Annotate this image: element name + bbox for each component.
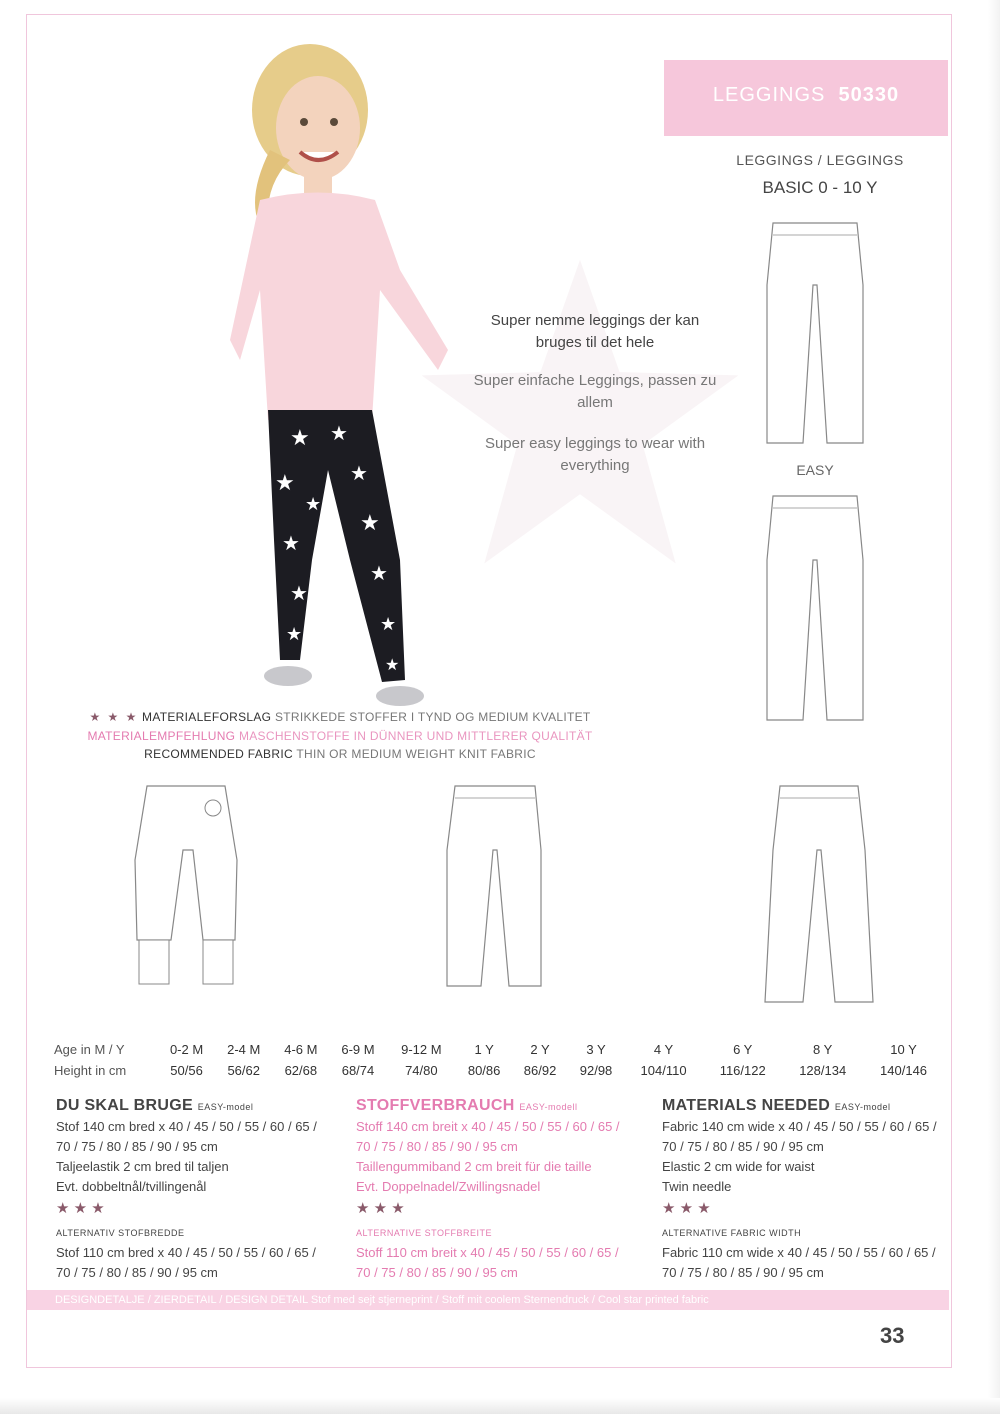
height-cell: 80/86 bbox=[467, 1063, 501, 1078]
svg-text:★: ★ bbox=[350, 463, 368, 485]
materials-en-line: 70 / 75 / 80 / 85 / 90 / 95 cm bbox=[662, 1139, 824, 1154]
age-cell: 1 Y bbox=[474, 1042, 494, 1057]
drawing-basic-leggings-2 bbox=[755, 490, 875, 730]
materials-de-stars: ★ ★ ★ bbox=[356, 1200, 405, 1217]
left-shoe bbox=[264, 666, 312, 686]
height-cell: 62/68 bbox=[284, 1063, 318, 1078]
drawing-harem-leggings bbox=[125, 780, 245, 990]
title-band bbox=[664, 60, 948, 136]
fabric-en bbox=[60, 747, 620, 761]
materials-de bbox=[356, 1096, 646, 1283]
height-cell: 140/146 bbox=[880, 1063, 928, 1078]
svg-text:★: ★ bbox=[305, 494, 322, 514]
page-edge-right bbox=[988, 0, 1000, 1414]
fabric-de-text: MASCHENSTOFFE IN DÜNNER UND MITTLERER QUALITÄT bbox=[238, 729, 593, 743]
height-cell: 74/80 bbox=[405, 1063, 438, 1078]
face bbox=[276, 76, 360, 180]
age-cell: 4-6 M bbox=[284, 1042, 318, 1057]
materials-da bbox=[56, 1096, 346, 1283]
height-cell: 68/74 bbox=[341, 1063, 375, 1078]
title-text bbox=[664, 84, 948, 107]
svg-text:★: ★ bbox=[360, 510, 380, 535]
height-row bbox=[54, 1060, 944, 1081]
age-cell: 2 Y bbox=[530, 1042, 550, 1057]
size-table bbox=[54, 1039, 944, 1081]
svg-text:★: ★ bbox=[275, 470, 295, 495]
svg-text:★: ★ bbox=[290, 583, 308, 605]
fabric-en-label: RECOMMENDED FABRIC bbox=[144, 747, 293, 761]
height-cell: 86/92 bbox=[523, 1063, 557, 1078]
page-number: 33 bbox=[880, 1323, 905, 1348]
height-cell: 56/62 bbox=[227, 1063, 260, 1078]
svg-text:★: ★ bbox=[282, 533, 300, 555]
materials-da-line: Taljeelastik 2 cm bred til taljen bbox=[56, 1159, 229, 1174]
background-star bbox=[410, 250, 750, 580]
materials-de-title: STOFFVERBRAUCH bbox=[356, 1097, 515, 1114]
materials-en bbox=[662, 1096, 952, 1283]
fabric-da-label: MATERIALEFORSLAG bbox=[142, 710, 272, 724]
materials-da-alt-line: 70 / 75 / 80 / 85 / 90 / 95 cm bbox=[56, 1265, 218, 1280]
height-cell: 128/134 bbox=[799, 1063, 847, 1078]
fabric-stars: ★ ★ ★ bbox=[89, 710, 139, 724]
slogan-de: Super einfache Leggings, passen zu allem bbox=[473, 372, 717, 411]
age-cell: 3 Y bbox=[586, 1042, 606, 1057]
svg-text:★: ★ bbox=[385, 657, 400, 674]
materials-en-sub: EASY-model bbox=[834, 1102, 891, 1112]
age-cell: 2-4 M bbox=[227, 1042, 261, 1057]
age-cell: 9-12 M bbox=[401, 1042, 442, 1057]
height-label: Height in cm bbox=[54, 1063, 127, 1078]
materials-de-alt-line: 70 / 75 / 80 / 85 / 90 / 95 cm bbox=[356, 1265, 518, 1280]
materials-de-line: 70 / 75 / 80 / 85 / 90 / 95 cm bbox=[356, 1139, 518, 1154]
easy-label: EASY bbox=[796, 462, 834, 478]
materials-da-alt: ALTERNATIV STOFBREDDE bbox=[56, 1228, 185, 1238]
age-cell: 0-2 M bbox=[169, 1042, 204, 1057]
materials-en-alt-line: 70 / 75 / 80 / 85 / 90 / 95 cm bbox=[662, 1265, 824, 1280]
slogan-en: Super easy leggings to wear with everything bbox=[484, 435, 706, 474]
slogan-da: Super nemme leggings der kan bruges til det hele bbox=[490, 312, 700, 351]
fabric-de-label: MATERIALEMPFEHLUNG bbox=[87, 729, 236, 743]
fabric-da bbox=[60, 710, 620, 724]
age-cell: 8 Y bbox=[813, 1042, 833, 1057]
materials-en-stars: ★ ★ ★ bbox=[662, 1200, 711, 1217]
fabric-de bbox=[60, 729, 620, 743]
svg-text:★: ★ bbox=[330, 423, 348, 445]
materials-de-line: Evt. Doppelnadel/Zwillingsnadel bbox=[356, 1179, 541, 1194]
right-shoe bbox=[376, 686, 424, 706]
age-cell: 6-9 M bbox=[341, 1042, 375, 1057]
svg-text:★: ★ bbox=[286, 624, 303, 644]
age-cell: 6 Y bbox=[733, 1042, 753, 1057]
materials-de-line: Taillengummiband 2 cm breit für die taille bbox=[356, 1159, 592, 1174]
materials-en-alt: ALTERNATIVE FABRIC WIDTH bbox=[662, 1228, 802, 1238]
design-detail-band: DESIGNDETALJE / ZIERDETAIL / DESIGN DETAIL Stof med sejt stjerneprint / Stoff mit coolem Sternendruck / Cool star printed fabric bbox=[27, 1290, 949, 1310]
age-row bbox=[54, 1039, 944, 1060]
materials-da-heading bbox=[56, 1096, 346, 1117]
materials-en-heading bbox=[662, 1096, 952, 1117]
height-cell: 116/122 bbox=[719, 1063, 766, 1078]
drawing-basic-leggings-1 bbox=[755, 215, 875, 455]
materials-de-alt-line: Stoff 110 cm breit x 40 / 45 / 50 / 55 / 60 / 65 / bbox=[356, 1245, 619, 1260]
materials-da-sub: EASY-model bbox=[197, 1102, 254, 1112]
svg-text:★: ★ bbox=[370, 563, 388, 585]
drawing-flare-leggings bbox=[755, 780, 885, 1010]
header-line1: LEGGINGS / LEGGINGS bbox=[736, 152, 904, 168]
age-label: Age in M / Y bbox=[54, 1042, 125, 1057]
page-edge-bottom bbox=[0, 1398, 1000, 1414]
fabric-en-text: THIN OR MEDIUM WEIGHT KNIT FABRIC bbox=[296, 747, 536, 761]
materials-da-alt-line: Stof 110 cm bred x 40 / 45 / 50 / 55 / 60 / 65 / bbox=[56, 1245, 316, 1260]
svg-text:★: ★ bbox=[380, 614, 397, 634]
height-cell: 104/110 bbox=[640, 1063, 687, 1078]
materials-de-heading bbox=[356, 1096, 646, 1117]
header-line2: BASIC 0 - 10 Y bbox=[762, 178, 878, 197]
materials-de-line: Stoff 140 cm breit x 40 / 45 / 50 / 55 / 60 / 65 / bbox=[356, 1119, 620, 1134]
materials-da-line: Evt. dobbeltnål/tvillingenål bbox=[56, 1179, 207, 1194]
age-cell: 4 Y bbox=[653, 1042, 674, 1057]
height-cell: 92/98 bbox=[579, 1063, 613, 1078]
materials-en-alt-line: Fabric 110 cm wide x 40 / 45 / 50 / 55 / 60 / 65 / bbox=[662, 1245, 936, 1260]
title-label: LEGGINGS bbox=[712, 84, 826, 106]
fabric-da-text: STRIKKEDE STOFFER I TYND OG MEDIUM KVALITET bbox=[274, 710, 591, 724]
materials-en-line: Fabric 140 cm wide x 40 / 45 / 50 / 55 / 60 / 65 / bbox=[662, 1119, 937, 1134]
drawing-ruched-leggings bbox=[435, 780, 555, 1000]
materials-en-line: Twin needle bbox=[662, 1179, 732, 1194]
materials-da-title: DU SKAL BRUGE bbox=[56, 1097, 193, 1114]
materials-en-line: Elastic 2 cm wide for waist bbox=[662, 1159, 815, 1174]
materials-en-title: MATERIALS NEEDED bbox=[662, 1097, 831, 1114]
materials-da-line: 70 / 75 / 80 / 85 / 90 / 95 cm bbox=[56, 1139, 218, 1154]
materials-da-stars: ★ ★ ★ bbox=[56, 1200, 105, 1217]
materials-da-line: Stof 140 cm bred x 40 / 45 / 50 / 55 / 60 / 65 / bbox=[56, 1119, 317, 1134]
title-number: 50330 bbox=[838, 84, 900, 106]
age-cell: 10 Y bbox=[890, 1042, 917, 1057]
materials-de-sub: EASY-modell bbox=[519, 1102, 578, 1112]
materials-de-alt: ALTERNATIVE STOFFBREITE bbox=[356, 1228, 493, 1238]
height-cell: 50/56 bbox=[170, 1063, 203, 1078]
svg-text:★: ★ bbox=[290, 425, 310, 450]
